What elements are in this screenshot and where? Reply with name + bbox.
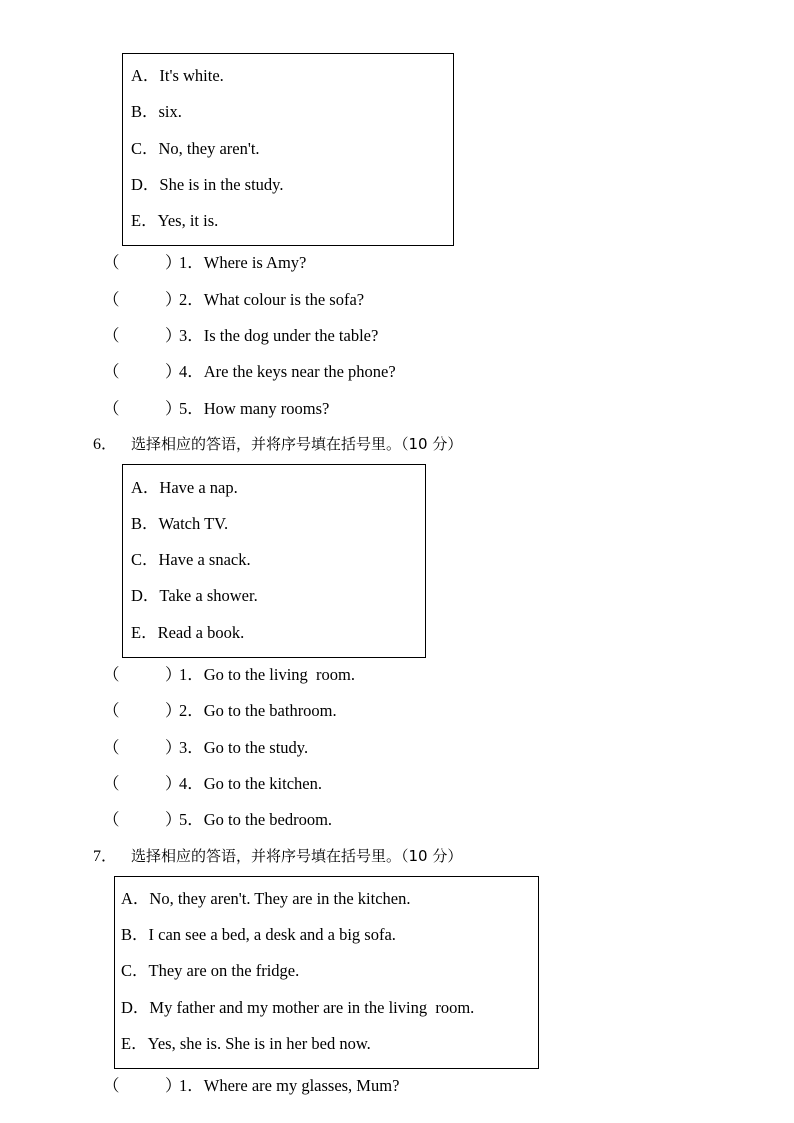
option-text: Have a nap. [159,478,238,497]
answer-blank-close: ） [165,774,182,793]
option-d [131,171,283,195]
question-text: Go to the study. [203,738,309,757]
option-text: I can see a bed, a desk and a big sofa. [148,925,396,944]
option-letter: D． [121,998,150,1017]
question-row [103,358,396,382]
option-c [131,135,260,159]
option-text: Watch TV. [158,514,229,533]
option-text: No, they aren't. [158,139,260,158]
option-text: No, they aren't. They are in the kitchen. [149,889,411,908]
question-text: Go to the living room. [203,665,355,684]
question-row [103,249,306,273]
option-c [121,957,299,981]
option-b [121,921,396,945]
answer-blank-open[interactable]: （ [103,810,120,829]
option-e [131,619,244,643]
option-a [131,474,238,498]
option-letter: E． [121,1034,148,1053]
option-letter: B． [131,514,159,533]
question-row [103,1072,399,1096]
section-instruction: 选择相应的答语，并将序号填在括号里。（10 分） [131,435,463,453]
option-letter: D． [131,586,160,605]
question-row [103,661,355,685]
question-text: How many rooms? [203,399,330,418]
answer-blank-open[interactable]: （ [103,1076,120,1095]
option-text: She is in the study. [159,175,284,194]
question-text: What colour is the sofa? [203,290,365,309]
question-row [103,734,308,758]
option-text: Yes, she is. She is in her bed now. [147,1034,371,1053]
answer-blank-open[interactable]: （ [103,399,120,418]
question-text: Are the keys near the phone? [203,362,396,381]
question-number: 4． [179,774,204,793]
option-e [121,1030,371,1054]
question-text: Where are my glasses, Mum? [203,1076,400,1095]
option-text: It's white. [159,66,224,85]
option-a [121,885,411,909]
answer-blank-close: ） [165,399,182,418]
option-letter: E． [131,623,158,642]
option-c [131,546,251,570]
option-e [131,207,218,231]
option-letter: B． [131,102,159,121]
answer-blank-open[interactable]: （ [103,665,120,684]
answer-blank-close: ） [165,253,182,272]
question-number: 3． [179,326,204,345]
answer-blank-open[interactable]: （ [103,326,120,345]
answer-blank-open[interactable]: （ [103,253,120,272]
answer-blank-close: ） [165,362,182,381]
answer-blank-close: ） [165,665,182,684]
question-number: 2． [179,290,204,309]
option-text: six. [158,102,182,121]
option-text: Read a book. [157,623,245,642]
question-row [103,770,322,794]
question-text: Go to the bathroom. [203,701,337,720]
question-number: 1． [179,1076,204,1095]
question-text: Is the dog under the table? [203,326,379,345]
option-letter: E． [131,211,158,230]
answer-blank-close: ） [165,738,182,757]
answer-blank-open[interactable]: （ [103,774,120,793]
question-text: Where is Amy? [203,253,307,272]
question-number: 1． [179,665,204,684]
question-number: 1． [179,253,204,272]
section-number: 7． [93,848,118,865]
question-row [103,806,332,830]
section-heading-7 [93,843,462,866]
option-b [131,98,182,122]
option-d [131,582,258,606]
question-row [103,286,364,310]
section-heading-6 [93,431,462,454]
answer-blank-close: ） [165,1076,182,1095]
question-text: Go to the kitchen. [203,774,322,793]
option-letter: B． [121,925,149,944]
option-d [121,994,474,1018]
question-row [103,322,378,346]
question-row [103,395,329,419]
answer-blank-open[interactable]: （ [103,701,120,720]
question-number: 5． [179,399,204,418]
option-text: Have a snack. [158,550,251,569]
answer-blank-open[interactable]: （ [103,738,120,757]
option-letter: C． [121,961,149,980]
answer-blank-close: ） [165,810,182,829]
option-letter: C． [131,550,159,569]
option-text: My father and my mother are in the living room. [149,998,475,1017]
section-number: 6． [93,436,118,453]
option-letter: C． [131,139,159,158]
question-number: 3． [179,738,204,757]
option-letter: A． [131,478,160,497]
option-letter: D． [131,175,160,194]
question-number: 5． [179,810,204,829]
section-instruction: 选择相应的答语，并将序号填在括号里。（10 分） [131,847,463,865]
answer-blank-close: ） [165,290,182,309]
answer-blank-close: ） [165,701,182,720]
answer-blank-open[interactable]: （ [103,290,120,309]
answer-blank-open[interactable]: （ [103,362,120,381]
answer-blank-close: ） [165,326,182,345]
option-letter: A． [131,66,160,85]
option-text: They are on the fridge. [148,961,300,980]
option-a [131,62,224,86]
option-text: Yes, it is. [157,211,219,230]
option-b [131,510,228,534]
question-text: Go to the bedroom. [203,810,333,829]
option-text: Take a shower. [159,586,258,605]
question-number: 2． [179,701,204,720]
option-letter: A． [121,889,150,908]
question-number: 4． [179,362,204,381]
question-row [103,697,337,721]
